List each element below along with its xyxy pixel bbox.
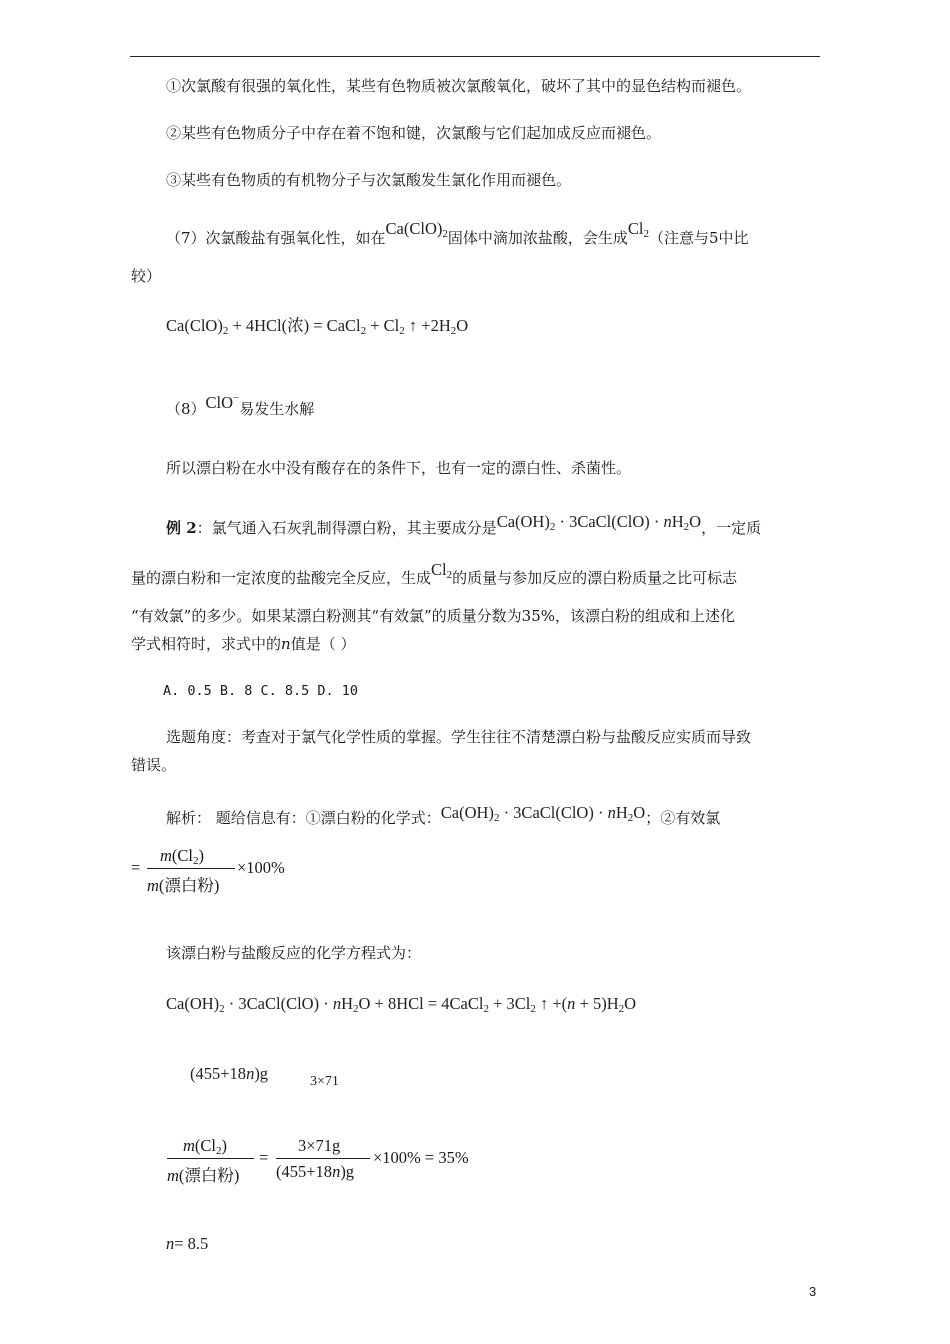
equation-intro: 该漂白粉与盐酸反应的化学方程式为： — [166, 944, 422, 962]
result-n: n= 8.5 — [166, 1234, 209, 1253]
item-7-continued: 较） — [131, 267, 162, 285]
mass-cl2: 3×71 — [310, 1074, 339, 1089]
formula-cl2: $Cl_2$ — [627, 219, 649, 240]
example-2-line-3: “有效氯”的多少。如果某漂白粉测其“有效氯”的质量分数为35%，该漂白粉的组成和上述化 — [131, 607, 736, 625]
formula-cl2-b: $Cl_2$ — [431, 560, 453, 581]
answer-options: A. 0.5 B. 8 C. 8.5 D. 10 — [163, 683, 359, 699]
mass-bleach: (455+18n)g — [190, 1064, 269, 1083]
formula-clo-minus: ClO− — [205, 392, 240, 412]
angle-line-2: 错误。 — [131, 756, 177, 774]
item-8-line: （8）ClO−易发生水解 — [166, 392, 315, 418]
fraction-3-denominator: (455+18n)g — [276, 1162, 355, 1181]
fraction-3-numerator: 3×71g — [298, 1136, 341, 1155]
angle-line-1: 选题角度：考查对于氯气化学性质的掌握。学生往往不清楚漂白粉与盐酸反应实质而导致 — [166, 728, 752, 746]
point-1: ①次氯酸有很强的氧化性，某些有色物质被次氯酸氧化，破坏了其中的显色结构而褪色。 — [166, 77, 752, 95]
fraction-1-numerator: $m(Cl_2)$ — [160, 846, 205, 867]
point-2: ②某些有色物质分子中存在着不饱和键，次氯酸与它们起加成反应而褪色。 — [166, 124, 662, 142]
analysis-line: 解析： 题给信息有：①漂白粉的化学式：$Ca(OH)_2$ · 3CaCl(ClO) · $nH_2O$；②有效氯 — [166, 803, 721, 827]
fraction-3-tail: ×100% = 35% — [373, 1148, 469, 1167]
fraction-1-bar — [147, 868, 235, 869]
item-7-text-c: （注意与5中比 — [648, 229, 749, 247]
fraction-1-tail: ×100% — [237, 858, 285, 877]
equation-caclo2-hcl: $Ca(ClO)_2 + 4HCl$(浓) = CaCl$_2$ + $Cl_2$ ↑ $+2H_2O$ — [166, 316, 469, 337]
bleach-note: 所以漂白粉在水中没有酸存在的条件下，也有一定的漂白性、杀菌性。 — [166, 459, 632, 477]
page-number: 3 — [809, 1284, 817, 1299]
formula-caclo2: $Ca(ClO)_2$ — [385, 219, 448, 240]
example-2-line-1: 例 2：氯气通入石灰乳制得漂白粉，其主要成分是$Ca(OH)_2$ · 3CaCl(ClO) · $nH_2O$，一定质 — [166, 512, 762, 537]
equation-bleach-hcl: $Ca(OH)_2$ · 3CaCl(ClO) · $nH_2O + 8HCl$ = 4CaCl$_2$ + $3Cl_2$ ↑ $+(n + 5)H_2O$ — [166, 994, 637, 1015]
fraction-3-bar — [276, 1158, 370, 1159]
item-7-line — [166, 219, 749, 251]
fraction-1-prefix: = — [131, 858, 141, 877]
example-2-line-4: 学式相符时，求式中的n值是（ ） — [131, 635, 356, 653]
formula-bleaching-powder-b: $Ca(OH)_2$ · 3CaCl(ClO) · $nH_2O$ — [440, 803, 646, 824]
fraction-equals: = — [259, 1148, 269, 1167]
example-2-label: 例 2 — [166, 519, 197, 537]
fraction-1-denominator: m(漂白粉) — [147, 876, 220, 895]
item-7-text-b: 固体中滴加浓盐酸，会生成 — [447, 229, 628, 247]
example-2-line-2: 量的漂白粉和一定浓度的盐酸完全反应，生成$Cl_2$的质量与参加反应的漂白粉质量之比可标志 — [131, 560, 738, 587]
fraction-2-bar — [167, 1158, 254, 1159]
fraction-2-denominator: m(漂白粉) — [167, 1166, 240, 1185]
item-7-text-a: （7）次氯酸盐有强氧化性，如在 — [166, 229, 386, 247]
fraction-2-numerator: $m(Cl_2)$ — [183, 1136, 228, 1157]
formula-bleaching-powder: $Ca(OH)_2$ · 3CaCl(ClO) · $nH_2O$ — [496, 512, 702, 533]
header-rule — [130, 56, 820, 57]
point-3: ③某些有色物质的有机物分子与次氯酸发生氯化作用而褪色。 — [166, 171, 572, 189]
